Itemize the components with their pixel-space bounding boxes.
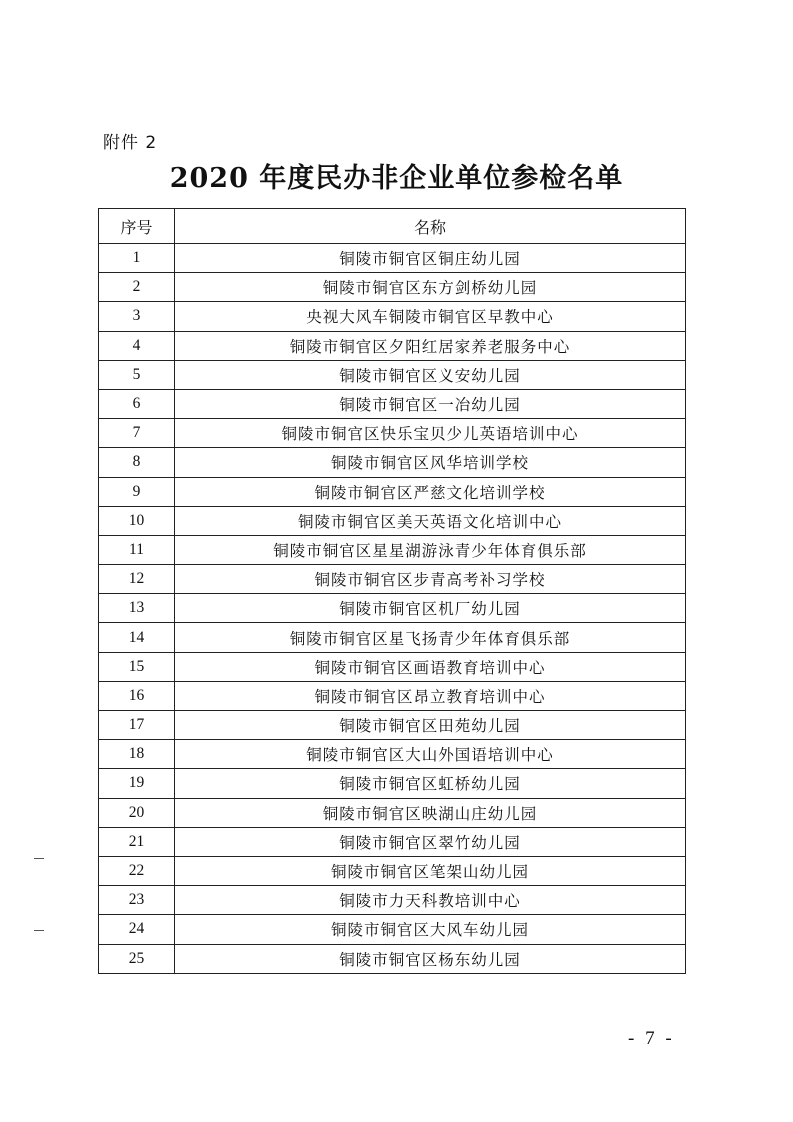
row-name: 铜陵市铜官区画语教育培训中心 [175,652,686,681]
header-name: 名称 [175,209,686,244]
table-row [99,681,686,710]
row-seq: 11 [99,535,175,564]
table-row [99,448,686,477]
row-name: 铜陵市铜官区风华培训学校 [175,448,686,477]
scan-mark [34,858,44,859]
row-seq: 9 [99,477,175,506]
row-name: 铜陵市力天科教培训中心 [175,886,686,915]
row-name: 铜陵市铜官区星飞扬青少年体育俱乐部 [175,623,686,652]
row-seq: 24 [99,915,175,944]
row-name: 铜陵市铜官区夕阳红居家养老服务中心 [175,331,686,360]
row-seq: 20 [99,798,175,827]
row-seq: 23 [99,886,175,915]
attachment-label: 附件 2 [103,133,158,153]
scan-mark [34,930,44,931]
table-row [99,477,686,506]
row-seq: 12 [99,565,175,594]
unit-roster-table [98,208,686,974]
table-row [99,506,686,535]
row-seq: 4 [99,331,175,360]
row-name: 铜陵市铜官区义安幼儿园 [175,360,686,389]
row-seq: 16 [99,681,175,710]
table-row [99,244,686,273]
row-seq: 1 [99,244,175,273]
row-seq: 17 [99,711,175,740]
row-name: 铜陵市铜官区昂立教育培训中心 [175,681,686,710]
table-row [99,915,686,944]
document-title: 2020 年度民办非企业单位参检名单 [169,163,624,194]
table-row [99,856,686,885]
table-row [99,535,686,564]
row-seq: 8 [99,448,175,477]
row-seq: 25 [99,944,175,973]
table-row [99,360,686,389]
row-name: 铜陵市铜官区虹桥幼儿园 [175,769,686,798]
row-name: 铜陵市铜官区星星湖游泳青少年体育俱乐部 [175,535,686,564]
table-row [99,594,686,623]
row-name: 铜陵市铜官区一冶幼儿园 [175,389,686,418]
row-name: 铜陵市铜官区大风车幼儿园 [175,915,686,944]
table-row [99,798,686,827]
row-name: 铜陵市铜官区杨东幼儿园 [175,944,686,973]
row-seq: 14 [99,623,175,652]
row-seq: 15 [99,652,175,681]
row-name: 铜陵市铜官区田苑幼儿园 [175,711,686,740]
table-row [99,419,686,448]
row-name: 铜陵市铜官区映湖山庄幼儿园 [175,798,686,827]
row-name: 铜陵市铜官区严慈文化培训学校 [175,477,686,506]
table-row [99,331,686,360]
row-name: 铜陵市铜官区大山外国语培训中心 [175,740,686,769]
row-seq: 22 [99,856,175,885]
row-name: 铜陵市铜官区快乐宝贝少儿英语培训中心 [175,419,686,448]
table-body [99,244,686,974]
row-seq: 10 [99,506,175,535]
row-name: 央视大风车铜陵市铜官区早教中心 [175,302,686,331]
table-row [99,711,686,740]
row-name: 铜陵市铜官区机厂幼儿园 [175,594,686,623]
row-seq: 7 [99,419,175,448]
table-row [99,769,686,798]
row-seq: 6 [99,389,175,418]
row-name: 铜陵市铜官区铜庄幼儿园 [175,244,686,273]
row-name: 铜陵市铜官区美天英语文化培训中心 [175,506,686,535]
page-number: - 7 - [628,1028,675,1049]
row-seq: 18 [99,740,175,769]
table-row [99,623,686,652]
row-name: 铜陵市铜官区笔架山幼儿园 [175,856,686,885]
table-row [99,740,686,769]
table-row [99,565,686,594]
table-row [99,827,686,856]
row-seq: 2 [99,273,175,302]
table-row [99,273,686,302]
row-name: 铜陵市铜官区步青高考补习学校 [175,565,686,594]
table-row [99,944,686,973]
table-row [99,389,686,418]
row-seq: 5 [99,360,175,389]
row-seq: 3 [99,302,175,331]
table-row [99,302,686,331]
row-seq: 21 [99,827,175,856]
table-row [99,886,686,915]
row-seq: 19 [99,769,175,798]
table-row [99,652,686,681]
row-name: 铜陵市铜官区东方剑桥幼儿园 [175,273,686,302]
table-header-row [99,209,686,244]
row-seq: 13 [99,594,175,623]
header-seq: 序号 [99,209,175,244]
row-name: 铜陵市铜官区翠竹幼儿园 [175,827,686,856]
